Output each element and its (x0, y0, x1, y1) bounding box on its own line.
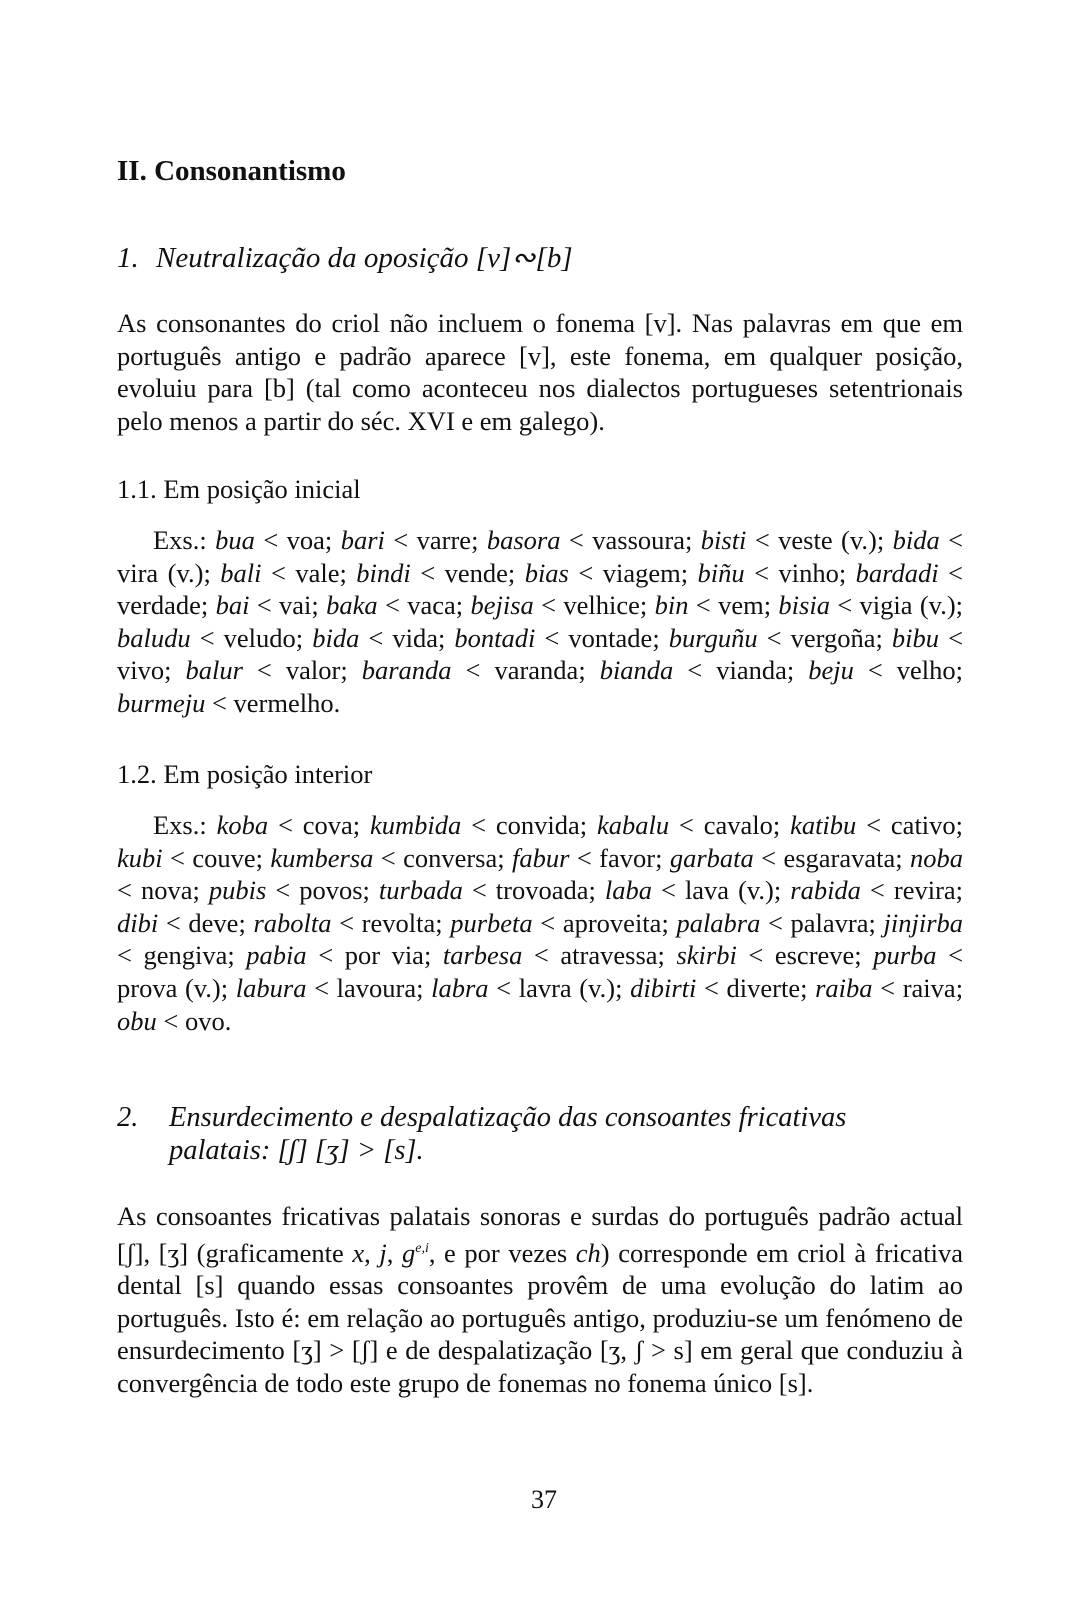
section-1-number: 1. (117, 242, 139, 274)
portuguese-word: vale (295, 557, 340, 588)
criol-word: rabida (790, 875, 861, 906)
page-number: 37 (531, 1485, 557, 1514)
criol-word: bianda (599, 655, 674, 686)
criol-word: koba (216, 810, 269, 840)
criol-word: bali (220, 557, 262, 588)
section-1-heading-text: Neutralização da oposição [v]∾[b] (156, 242, 573, 274)
criol-word: laba (604, 875, 652, 906)
portuguese-word: vontade (568, 622, 653, 653)
portuguese-word: convida (495, 810, 580, 840)
portuguese-word: vende (444, 557, 508, 588)
criol-word: dibirti (630, 972, 697, 1003)
criol-word: burguñu (668, 622, 758, 653)
subsection-1-2-examples (117, 809, 963, 1037)
examples-label: Exs.: (153, 810, 207, 840)
portuguese-word: vergoña (790, 622, 876, 653)
examples-label: Exs.: (153, 525, 207, 555)
criol-word: pubis (208, 875, 267, 906)
criol-word: pabia (246, 940, 307, 971)
criol-word: bibu (891, 622, 940, 653)
criol-word: bardadi (855, 557, 939, 588)
subsection-1-1-heading: 1.1. Em posição inicial (117, 474, 361, 504)
criol-word: kabalu (596, 810, 670, 840)
portuguese-word: nova (140, 875, 193, 906)
portuguese-word: revira (893, 875, 956, 906)
para-text-a: As consoantes fricativas palatais sonoras e surdas do português padrão actual [ʃ], [ʒ] (graficamente (117, 1201, 963, 1268)
portuguese-word: aproveita (562, 907, 662, 938)
portuguese-word: favor (599, 842, 656, 873)
para-text-b: , e por vezes (428, 1237, 576, 1268)
portuguese-word: por via (344, 940, 424, 971)
portuguese-word: vivo (117, 655, 165, 686)
portuguese-word: valor (285, 655, 341, 686)
portuguese-word: vem (718, 590, 764, 621)
criol-word: kumbersa (270, 842, 374, 873)
portuguese-word: povos (299, 875, 363, 906)
portuguese-word: cova (302, 810, 353, 840)
section-1-paragraph: As consonantes do criol não incluem o fonema [v]. Nas palavras em que em português antigo e padrão aparece [v], este fonema, em qualquer posição, evoluiu para [b] (tal como aconteceu nos dialectos portugueses setentrionais pelo menos a partir do séc. XVI e em galego). (117, 308, 963, 436)
portuguese-word: prova (v.) (117, 972, 221, 1003)
criol-word: burmeju (117, 687, 206, 718)
criol-word: bida (312, 622, 360, 653)
portuguese-word: vira (v.) (117, 557, 204, 588)
examples-list: bua < voa; bari < varre; basora < vassoura; bisti < veste (v.); bida < vira (v.); bali < vale; bindi < vende; bias < viagem; biñu < vinho; bardadi < verdade; bai < vai; baka < vaca; bejisa < velhice; bin < vem; bisia < vigia (v.); baludu < veludo; bida < vida; bontadi < vontade; burguñu < vergoña; bibu < vivo; balur < valor; baranda < varanda; bianda < vianda; beju < velho; burmeju < vermelho. (117, 525, 964, 718)
portuguese-word: voa (286, 525, 325, 555)
portuguese-word: viagem (602, 557, 681, 588)
criol-word: baranda (361, 655, 452, 686)
section-2-number: 2. (117, 1102, 139, 1133)
criol-word: katibu (790, 810, 857, 840)
criol-word: labra (431, 972, 489, 1003)
criol-word: obu (117, 1005, 157, 1036)
criol-word: tarbesa (442, 940, 523, 971)
grapheme-x: x (352, 1237, 365, 1268)
portuguese-word: cavalo (703, 810, 773, 840)
criol-word: purbeta (450, 907, 533, 938)
portuguese-word: verdade (117, 590, 201, 621)
portuguese-word: lavra (v.) (518, 972, 616, 1003)
criol-word: kumbida (369, 810, 462, 840)
criol-word: bari (340, 525, 385, 555)
grapheme-g-superscript: e,i (415, 1240, 429, 1256)
criol-word: dibi (117, 907, 159, 938)
criol-word: noba (910, 842, 963, 873)
section-2-heading (117, 1101, 963, 1167)
criol-word: basora (486, 525, 561, 555)
criol-word: labura (235, 972, 307, 1003)
grapheme-ch: ch (575, 1237, 601, 1268)
criol-word: bisti (700, 525, 747, 555)
section-title: II. Consonantismo (117, 155, 346, 187)
portuguese-word: varanda (494, 655, 579, 686)
para-text-c: ) corresponde em criol à fricativa dental [s] quando essas consoantes provêm de uma evolução do latim ao português. Isto é: em relação ao português antigo, produziu-se um fenómeno de ensurdecimento [ʒ] > [ʃ] e de despalatização [ʒ, ʃ > s] em geral que conduziu à convergência de todo este grupo de fonemas no fonema único [s]. (117, 1237, 964, 1398)
criol-word: kubi (117, 842, 163, 873)
examples-list: koba < cova; kumbida < convida; kabalu < cavalo; katibu < cativo; kubi < couve; kumbersa < conversa; fabur < favor; garbata < esgaravata; noba < nova; pubis < povos; turbada < trovoada; laba < lava (v.); rabida < revira; dibi < deve; rabolta < revolta; purbeta < aproveita; palabra < palavra; jinjirba < gengiva; pabia < por via; tarbesa < atravessa; skirbi < escreve; purba < prova (v.); labura < lavoura; labra < lavra (v.); dibirti < diverte; raiba < raiva; obu < ovo. (117, 810, 964, 1036)
portuguese-word: vianda (716, 655, 787, 686)
section-2-heading-text-1: Ensurdecimento e despalatização das consoantes fricativas (169, 1102, 847, 1133)
criol-word: baka (326, 590, 378, 621)
criol-word: palabra (676, 907, 761, 938)
criol-word: beju (808, 655, 854, 686)
section-2-paragraph (117, 1200, 963, 1399)
portuguese-word: lava (v.) (684, 875, 774, 906)
criol-word: bua (215, 525, 255, 555)
portuguese-word: gengiva (143, 940, 228, 971)
portuguese-word: esgaravata (783, 842, 896, 873)
portuguese-word: revolta (361, 907, 436, 938)
portuguese-word: conversa (403, 842, 498, 873)
criol-word: bias (524, 557, 569, 588)
portuguese-word: deve (188, 907, 239, 938)
portuguese-word: palavra (790, 907, 869, 938)
criol-word: bai (215, 590, 250, 621)
portuguese-word: vigia (v.) (859, 590, 956, 621)
criol-word: balur (185, 655, 243, 686)
criol-word: raiba (815, 972, 873, 1003)
portuguese-word: vaca (407, 590, 456, 621)
criol-word: bida (892, 525, 940, 555)
criol-word: fabur (512, 842, 570, 873)
criol-word: garbata (669, 842, 754, 873)
section-2-heading-line2: palatais: [ʃ] [ʒ] > [s]. (169, 1135, 424, 1166)
portuguese-word: atravessa (560, 940, 658, 971)
portuguese-word: lavoura (336, 972, 417, 1003)
portuguese-word: veste (v.) (778, 525, 877, 555)
criol-word: jinjirba (883, 907, 964, 938)
portuguese-word: vida (392, 622, 438, 653)
grapheme-g: g (401, 1237, 416, 1268)
portuguese-word: escreve (774, 940, 855, 971)
portuguese-word: vermelho (233, 687, 334, 718)
portuguese-word: velho (896, 655, 956, 686)
portuguese-word: veludo (223, 622, 296, 653)
criol-word: baludu (117, 622, 191, 653)
portuguese-word: vinho (778, 557, 839, 588)
criol-word: turbada (378, 875, 463, 906)
portuguese-word: couve (192, 842, 256, 873)
criol-word: bin (654, 590, 689, 621)
portuguese-word: vai (279, 590, 312, 621)
portuguese-word: raiva (902, 972, 956, 1003)
separator: , (364, 1237, 380, 1268)
portuguese-word: velhice (563, 590, 640, 621)
criol-word: skirbi (676, 940, 737, 971)
subsection-1-1-examples (117, 524, 963, 720)
criol-word: biñu (697, 557, 745, 588)
criol-word: rabolta (253, 907, 332, 938)
section-2-heading-line1 (117, 1101, 963, 1134)
portuguese-word: trovoada (495, 875, 589, 906)
separator: , (386, 1237, 402, 1268)
grapheme-j: j (379, 1237, 387, 1268)
subsection-1-2-heading: 1.2. Em posição interior (117, 759, 373, 789)
portuguese-word: ovo (184, 1005, 225, 1036)
portuguese-word: vassoura (592, 525, 685, 555)
portuguese-word: diverte (726, 972, 801, 1003)
criol-word: bontadi (454, 622, 536, 653)
criol-word: bisia (778, 590, 830, 621)
portuguese-word: cativo (890, 810, 956, 840)
criol-word: bejisa (470, 590, 534, 621)
portuguese-word: varre (416, 525, 472, 555)
criol-word: purba (873, 940, 937, 971)
section-1-heading (117, 240, 963, 275)
criol-word: bindi (356, 557, 411, 588)
